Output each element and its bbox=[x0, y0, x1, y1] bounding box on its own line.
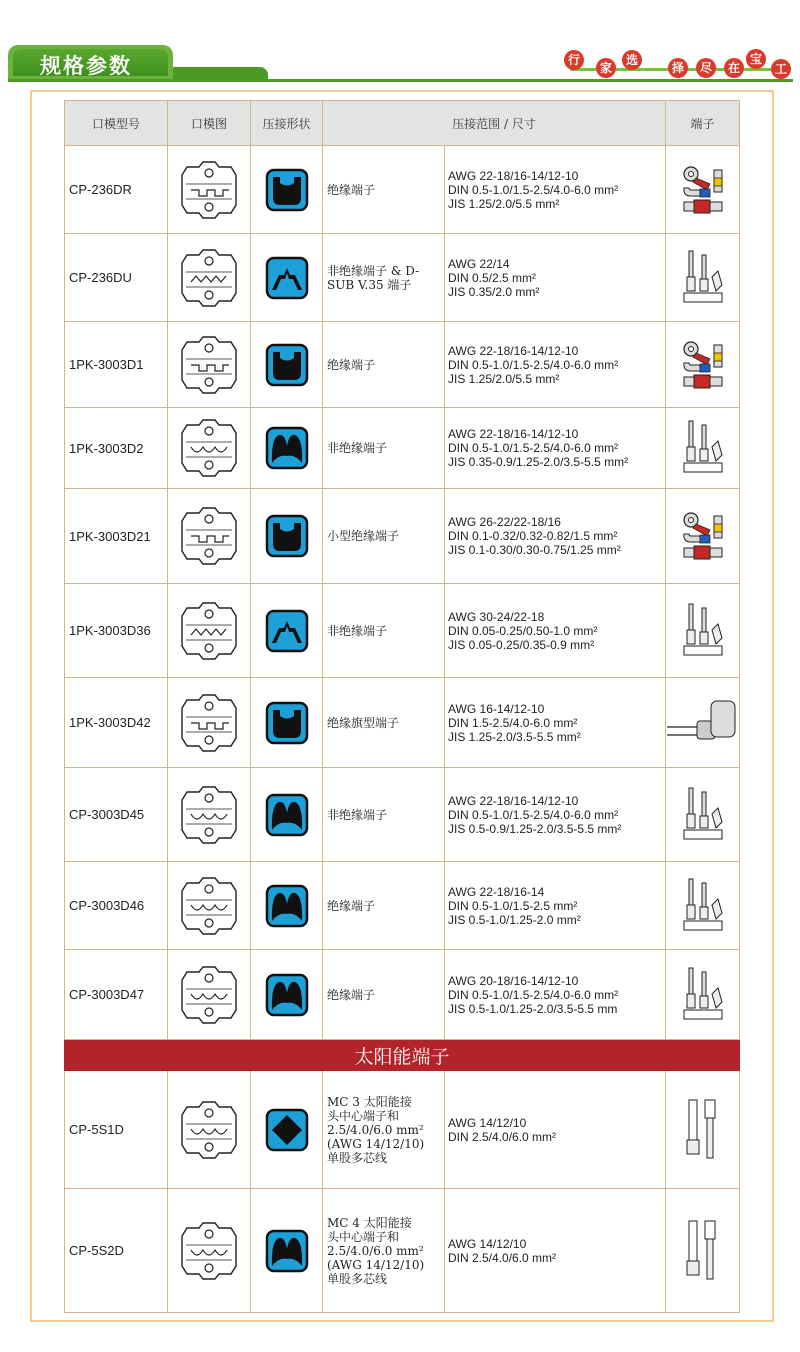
die-image bbox=[168, 1189, 251, 1313]
range-line: JIS 0.5-0.9/1.25-2.0/3.5-5.5 mm² bbox=[448, 821, 622, 836]
range-line: AWG 22-18/16-14/12-10 bbox=[448, 793, 579, 808]
range-line: DIN 0.5-1.0/1.5-2.5 mm² bbox=[448, 898, 578, 913]
terminal-image bbox=[666, 862, 740, 950]
terminal-image bbox=[666, 234, 740, 322]
terminal-image bbox=[666, 408, 740, 489]
slogan-char: 尽 bbox=[696, 58, 716, 78]
solar-section-heading: 太阳能端子 bbox=[65, 1040, 740, 1071]
die-image bbox=[168, 322, 251, 408]
col-header-model: 口模型号 bbox=[65, 101, 168, 146]
range-line: DIN 0.5-1.0/1.5-2.5/4.0-6.0 mm² bbox=[448, 441, 619, 455]
terminal-description bbox=[323, 1189, 445, 1313]
slogan-char: 工 bbox=[771, 59, 791, 79]
model-number: CP-236DR bbox=[65, 146, 168, 234]
crimp-shape-icon bbox=[251, 489, 323, 584]
range-line: DIN 0.1-0.32/0.32-0.82/1.5 mm² bbox=[448, 529, 618, 543]
description-line: 单股多芯线 bbox=[327, 1150, 388, 1165]
model-number: 1PK-3003D1 bbox=[65, 322, 168, 408]
model-number: 1PK-3003D42 bbox=[65, 678, 168, 768]
terminal-description: 非绝缘端子 bbox=[323, 768, 445, 862]
die-image bbox=[168, 950, 251, 1040]
range-line: DIN 0.5-1.0/1.5-2.5/4.0-6.0 mm² bbox=[448, 357, 619, 372]
slogan-char: 宝 bbox=[746, 49, 766, 69]
slogan-char: 行 bbox=[564, 50, 584, 70]
description-line: 2.5/4.0/6.0 mm² bbox=[327, 1243, 424, 1258]
model-number: CP-236DU bbox=[65, 234, 168, 322]
table-row bbox=[65, 768, 740, 862]
range-line: DIN 1.5-2.5/4.0-6.0 mm² bbox=[448, 715, 578, 730]
description-line: 头中心端子和 bbox=[327, 1229, 400, 1244]
slogan-char: 家 bbox=[596, 58, 616, 78]
terminal-image bbox=[666, 146, 740, 234]
die-image bbox=[168, 234, 251, 322]
terminal-image bbox=[666, 1071, 740, 1189]
table-row bbox=[65, 862, 740, 950]
terminal-description bbox=[323, 1071, 445, 1189]
col-header-die-image: 口模图 bbox=[168, 101, 251, 146]
terminal-description: 绝缘端子 bbox=[323, 950, 445, 1040]
range-line: DIN 0.5-1.0/1.5-2.5/4.0-6.0 mm² bbox=[448, 987, 619, 1002]
terminal-image bbox=[666, 1189, 740, 1313]
crimp-range bbox=[445, 1071, 666, 1189]
range-line: AWG 22-18/16-14/12-10 bbox=[448, 343, 579, 358]
table-row bbox=[65, 146, 740, 234]
solar-section-heading-row bbox=[65, 1040, 740, 1071]
range-line: JIS 1.25/2.0/5.5 mm² bbox=[448, 371, 560, 386]
table-row bbox=[65, 1071, 740, 1189]
crimp-range bbox=[445, 489, 666, 584]
crimp-shape-icon bbox=[251, 408, 323, 489]
table-row bbox=[65, 408, 740, 489]
model-number: CP-3003D45 bbox=[65, 768, 168, 862]
range-line: AWG 22-18/16-14 bbox=[448, 884, 545, 899]
range-line: AWG 26-22/22-18/16 bbox=[448, 515, 561, 529]
terminal-description: 绝缘端子 bbox=[323, 862, 445, 950]
description-line: 2.5/4.0/6.0 mm² bbox=[327, 1122, 424, 1137]
die-image bbox=[168, 408, 251, 489]
slogan-char: 择 bbox=[668, 58, 688, 78]
col-header-range: 压接范围 / 尺寸 bbox=[323, 101, 666, 146]
model-number: CP-3003D47 bbox=[65, 950, 168, 1040]
range-line: JIS 0.5-1.0/1.25-2.0 mm² bbox=[448, 912, 581, 927]
crimp-shape-icon bbox=[251, 584, 323, 678]
range-line: JIS 0.1-0.30/0.30-0.75/1.25 mm² bbox=[448, 543, 621, 557]
die-image bbox=[168, 678, 251, 768]
range-line: AWG 20-18/16-14/12-10 bbox=[448, 973, 579, 988]
terminal-image bbox=[666, 489, 740, 584]
table-row bbox=[65, 950, 740, 1040]
range-line: AWG 14/12/10 bbox=[448, 1236, 527, 1251]
range-line: AWG 14/12/10 bbox=[448, 1115, 527, 1130]
terminal-image bbox=[666, 950, 740, 1040]
range-line: DIN 0.5-1.0/1.5-2.5/4.0-6.0 mm² bbox=[448, 182, 619, 197]
die-image bbox=[168, 146, 251, 234]
crimp-range bbox=[445, 584, 666, 678]
crimp-shape-icon bbox=[251, 146, 323, 234]
crimp-shape-icon bbox=[251, 950, 323, 1040]
range-line: AWG 22-18/16-14/12-10 bbox=[448, 168, 579, 183]
range-line: AWG 22/14 bbox=[448, 256, 510, 271]
crimp-range bbox=[445, 234, 666, 322]
die-image bbox=[168, 1071, 251, 1189]
table-row bbox=[65, 678, 740, 768]
crimp-range bbox=[445, 950, 666, 1040]
table-row bbox=[65, 234, 740, 322]
terminal-image bbox=[666, 768, 740, 862]
die-image bbox=[168, 768, 251, 862]
terminal-description: 非绝缘端子 & D-SUB V.35 端子 bbox=[323, 234, 445, 322]
model-number: CP-5S2D bbox=[65, 1189, 168, 1313]
range-line: JIS 0.35/2.0 mm² bbox=[448, 284, 540, 299]
crimp-shape-icon bbox=[251, 1071, 323, 1189]
crimp-shape-icon bbox=[251, 234, 323, 322]
terminal-image bbox=[666, 584, 740, 678]
section-title: 规格参数 bbox=[40, 54, 132, 78]
crimp-shape-icon bbox=[251, 678, 323, 768]
table-row bbox=[65, 489, 740, 584]
range-line: DIN 0.05-0.25/0.50-1.0 mm² bbox=[448, 623, 598, 638]
range-line: DIN 0.5/2.5 mm² bbox=[448, 270, 537, 285]
crimp-shape-icon bbox=[251, 322, 323, 408]
brand-slogan bbox=[560, 46, 792, 80]
col-header-crimp-shape: 压接形状 bbox=[251, 101, 323, 146]
model-number: 1PK-3003D2 bbox=[65, 408, 168, 489]
slogan-char: 选 bbox=[622, 50, 642, 70]
model-number: 1PK-3003D36 bbox=[65, 584, 168, 678]
col-header-terminal: 端子 bbox=[666, 101, 740, 146]
range-line: DIN 2.5/4.0/6.0 mm² bbox=[448, 1129, 557, 1144]
crimp-range bbox=[445, 322, 666, 408]
spec-table bbox=[64, 100, 740, 1313]
terminal-description: 非绝缘端子 bbox=[323, 408, 445, 489]
range-line: AWG 22-18/16-14/12-10 bbox=[448, 427, 579, 441]
model-number: 1PK-3003D21 bbox=[65, 489, 168, 584]
range-line: JIS 1.25-2.0/3.5-5.5 mm² bbox=[448, 729, 581, 744]
description-line: MC 4 太阳能接 bbox=[327, 1215, 412, 1230]
table-row bbox=[65, 1189, 740, 1313]
crimp-range bbox=[445, 678, 666, 768]
range-line: JIS 0.5-1.0/1.25-2.0/3.5-5.5 mm bbox=[448, 1001, 618, 1016]
crimp-range bbox=[445, 862, 666, 950]
die-image bbox=[168, 862, 251, 950]
terminal-image bbox=[666, 322, 740, 408]
crimp-shape-icon bbox=[251, 768, 323, 862]
description-line: MC 3 太阳能接 bbox=[327, 1094, 412, 1109]
crimp-range bbox=[445, 408, 666, 489]
range-line: DIN 2.5/4.0/6.0 mm² bbox=[448, 1250, 557, 1265]
table-row bbox=[65, 322, 740, 408]
range-line: DIN 0.5-1.0/1.5-2.5/4.0-6.0 mm² bbox=[448, 807, 619, 822]
crimp-range bbox=[445, 768, 666, 862]
terminal-description: 非绝缘端子 bbox=[323, 584, 445, 678]
model-number: CP-3003D46 bbox=[65, 862, 168, 950]
range-line: JIS 1.25/2.0/5.5 mm² bbox=[448, 196, 560, 211]
crimp-shape-icon bbox=[251, 1189, 323, 1313]
range-line: JIS 0.05-0.25/0.35-0.9 mm² bbox=[448, 637, 595, 652]
slogan-char: 在 bbox=[724, 58, 744, 78]
terminal-description: 绝缘端子 bbox=[323, 322, 445, 408]
description-line: (AWG 14/12/10) bbox=[327, 1257, 425, 1272]
page-header bbox=[0, 0, 800, 90]
crimp-shape-icon bbox=[251, 862, 323, 950]
terminal-description: 绝缘旗型端子 bbox=[323, 678, 445, 768]
description-line: 单股多芯线 bbox=[327, 1271, 388, 1286]
die-image bbox=[168, 584, 251, 678]
die-image bbox=[168, 489, 251, 584]
terminal-description: 小型绝缘端子 bbox=[323, 489, 445, 584]
range-line: AWG 30-24/22-18 bbox=[448, 609, 545, 624]
description-line: 头中心端子和 bbox=[327, 1108, 400, 1123]
crimp-range bbox=[445, 146, 666, 234]
table-row bbox=[65, 584, 740, 678]
table-header-row bbox=[65, 101, 740, 146]
terminal-description: 绝缘端子 bbox=[323, 146, 445, 234]
crimp-range bbox=[445, 1189, 666, 1313]
range-line: AWG 16-14/12-10 bbox=[448, 701, 545, 716]
range-line: JIS 0.35-0.9/1.25-2.0/3.5-5.5 mm² bbox=[448, 455, 629, 469]
description-line: (AWG 14/12/10) bbox=[327, 1136, 425, 1151]
terminal-image bbox=[666, 678, 740, 768]
model-number: CP-5S1D bbox=[65, 1071, 168, 1189]
